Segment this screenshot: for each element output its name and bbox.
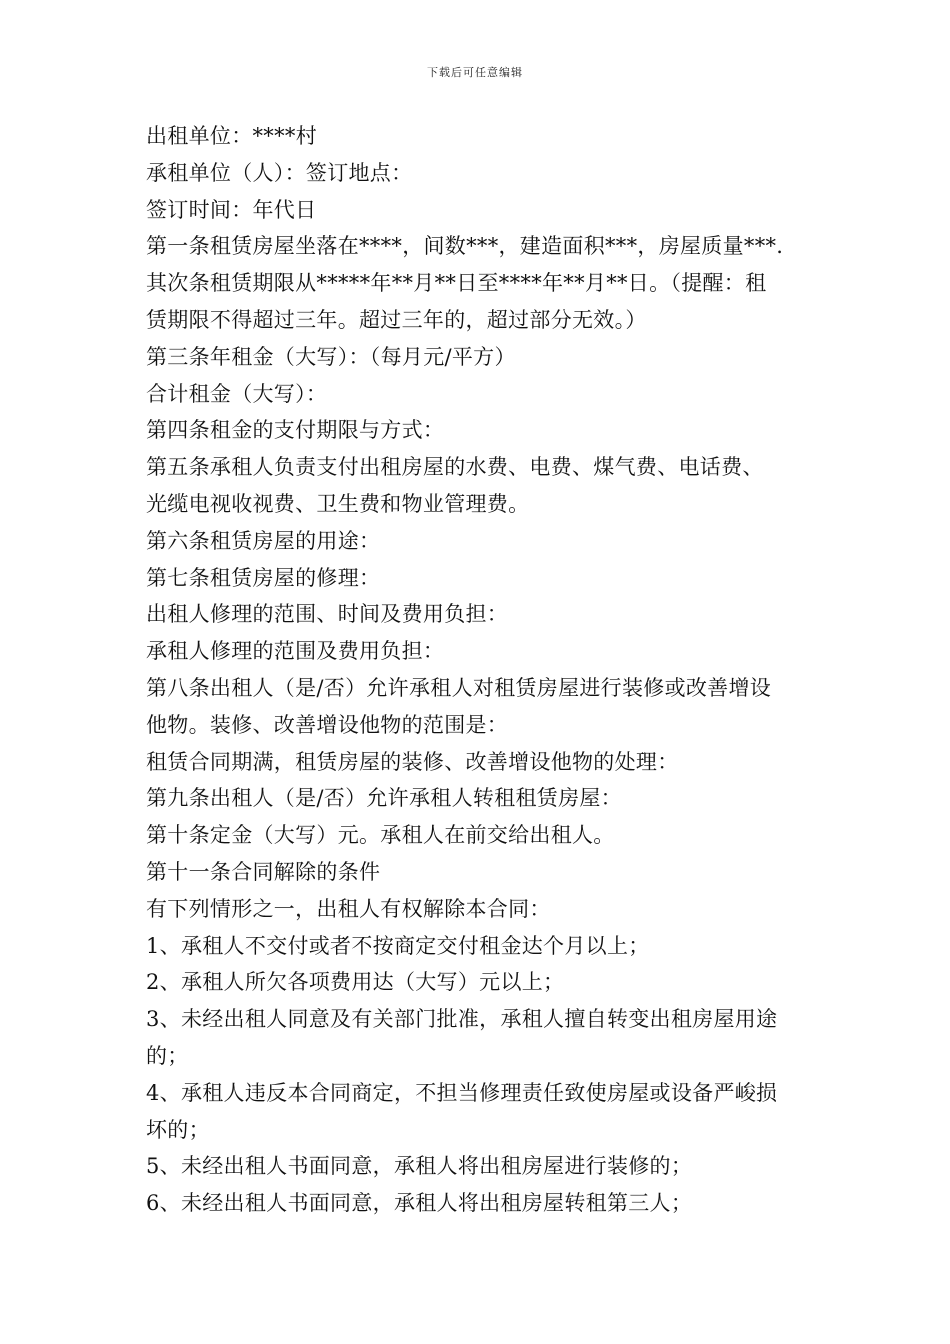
text-line: 第十一条合同解除的条件 (146, 859, 381, 884)
text-line: 第八条出租人（是/否）允许承租人对租赁房屋进行装修或改善增设 (146, 675, 772, 700)
contract-body (146, 118, 826, 1222)
text-line: 签订时间：年代日 (146, 197, 317, 222)
text-line: 光缆电视收视费、卫生费和物业管理费。 (146, 491, 530, 516)
text-line: 第九条出租人（是/否）允许承租人转租租赁房屋： (146, 786, 622, 811)
text-line: 第三条年租金（大写）：（每月元/平方） (146, 344, 516, 369)
page-header-note: 下载后可任意编辑 (427, 66, 523, 79)
text-line: 2、承租人所欠各项费用达（大写）元以上； (146, 970, 565, 995)
text-line: 出租人修理的范围、时间及费用负担： (146, 602, 509, 627)
text-line: 有下列情形之一，出租人有权解除本合同： (146, 896, 551, 921)
text-line: 6、未经出租人书面同意，承租人将出租房屋转租第三人； (146, 1191, 693, 1216)
text-line: 他物。装修、改善增设他物的范围是： (146, 712, 509, 737)
text-line: 的； (146, 1043, 189, 1068)
text-line: 第一条租赁房屋坐落在****，间数***，建造面积***，房屋质量***. (146, 234, 784, 259)
text-line: 承租人修理的范围及费用负担： (146, 639, 445, 664)
text-line: 出租单位：****村 (146, 124, 317, 148)
text-line: 合计租金（大写）： (146, 381, 328, 406)
text-line: 1、承租人不交付或者不按商定交付租金达个月以上； (146, 933, 650, 958)
text-line: 第四条租金的支付期限与方式： (146, 418, 445, 443)
text-line: 4、承租人违反本合同商定，不担当修理责任致使房屋或设备严峻损 (146, 1080, 778, 1105)
text-line: 坏的； (146, 1117, 210, 1142)
text-line: 租赁合同期满，租赁房屋的装修、改善增设他物的处理： (146, 749, 679, 774)
text-line: 第十条定金（大写）元。承租人在前交给出租人。 (146, 823, 615, 848)
text-line: 赁期限不得超过三年。超过三年的，超过部分无效。） (146, 307, 647, 332)
text-line: 5、未经出租人书面同意，承租人将出租房屋进行装修的； (146, 1154, 693, 1179)
text-line: 第七条租赁房屋的修理： (146, 565, 381, 590)
text-line: 其次条租赁期限从*****年**月**日至****年**月**日。（提醒：租 (146, 271, 767, 296)
text-line: 第五条承租人负责支付出租房屋的水费、电费、煤气费、电话费、 (146, 455, 764, 480)
text-line: 3、未经出租人同意及有关部门批准，承租人擅自转变出租房屋用途 (146, 1007, 778, 1032)
text-line: 承租单位（人）：签订地点： (146, 160, 413, 185)
text-line: 第六条租赁房屋的用途： (146, 528, 381, 553)
